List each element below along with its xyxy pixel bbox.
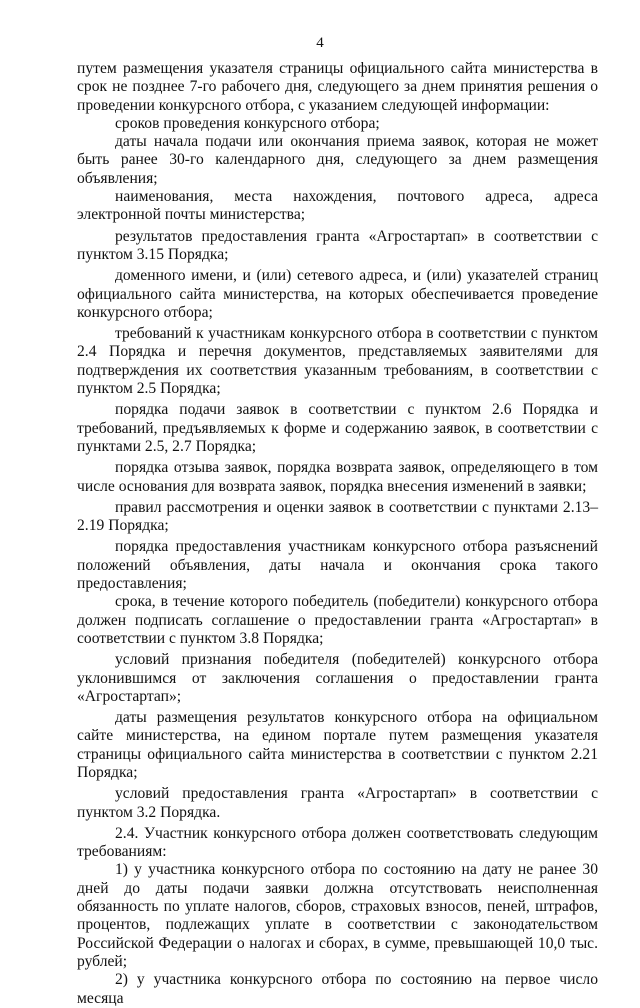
paragraph: результатов предоставления гранта «Агростартап» в соответствии с пунктом 3.15 Порядка;: [77, 227, 598, 263]
paragraph: 2) у участника конкурсного отбора по состоянию на первое число месяца: [77, 971, 598, 1007]
paragraph: доменного имени, и (или) сетевого адреса, и (или) указателей страниц официального сайта министерства, на которых обеспечивается проведение конкурсного отбора;: [77, 267, 598, 321]
paragraph: правил рассмотрения и оценки заявок в соответствии с пунктами 2.13–2.19 Порядка;: [77, 498, 598, 535]
body-text: [77, 60, 598, 1008]
paragraph: даты размещения результатов конкурсного отбора на официальном сайте министерства, на едином портале путем размещения указателя страницы официального сайта министерства в соответствии с пунктом 2.21 Порядка;: [77, 709, 598, 781]
paragraph: срока, в течение которого победитель (победители) конкурсного отбора должен подписать соглашение о предоставлении гранта «Агростартап» в соответствии с пунктом 3.8 Порядка;: [77, 593, 598, 647]
paragraph: порядка предоставления участникам конкурсного отбора разъяснений положений объявления, даты начала и окончания срока такого предоставления;: [77, 538, 598, 593]
paragraph: 2.4. Участник конкурсного отбора должен соответствовать следующим требованиям:: [77, 824, 598, 861]
paragraph: порядка подачи заявок в соответствии с пунктом 2.6 Порядка и требований, предъявляемых к форме и содержанию заявок, в соответствии с пунктами 2.5, 2.7 Порядка;: [77, 401, 598, 455]
paragraph: наименования, места нахождения, почтового адреса, адреса электронной почты министерства;: [77, 188, 598, 224]
page-number: 4: [316, 35, 324, 51]
paragraph: 1) у участника конкурсного отбора по состоянию на дату не ранее 30 дней до даты подачи заявки должна отсутствовать неисполненная обязанность по уплате налогов, сборов, страховых взносов, пеней, штрафов, процентов, подлежащих уплате в соответствии с законодательством Российской Федерации о налогах и сборах, в сумме, превышающей 10,0 тыс. рублей;: [77, 861, 598, 970]
paragraph: условий предоставления гранта «Агростартап» в соответствии с пунктом 3.2 Порядка.: [77, 785, 598, 821]
paragraph: путем размещения указателя страницы официального сайта министерства в срок не позднее 7-го рабочего дня, следующего за днем принятия решения о проведении конкурсного отбора, с указанием следующей информации:: [77, 60, 598, 114]
paragraph: условий признания победителя (победителей) конкурсного отбора уклонившимся от заключения соглашения о предоставлении гранта «Агростартап»;: [77, 651, 598, 705]
paragraph: даты начала подачи или окончания приема заявок, которая не может быть ранее 30-го календарного дня, следующего за днем размещения объявления;: [77, 133, 598, 187]
paragraph: порядка отзыва заявок, порядка возврата заявок, определяющего в том числе основания для возврата заявок, порядка внесения изменений в заявки;: [77, 459, 598, 495]
paragraph: сроков проведения конкурсного отбора;: [115, 114, 380, 132]
paragraph: требований к участникам конкурсного отбора в соответствии с пунктом 2.4 Порядка и перечня документов, представляемых заявителями для подтверждения их соответствия указанным требованиям, в соответствии с пунктом 2.5 Порядка;: [77, 325, 598, 398]
